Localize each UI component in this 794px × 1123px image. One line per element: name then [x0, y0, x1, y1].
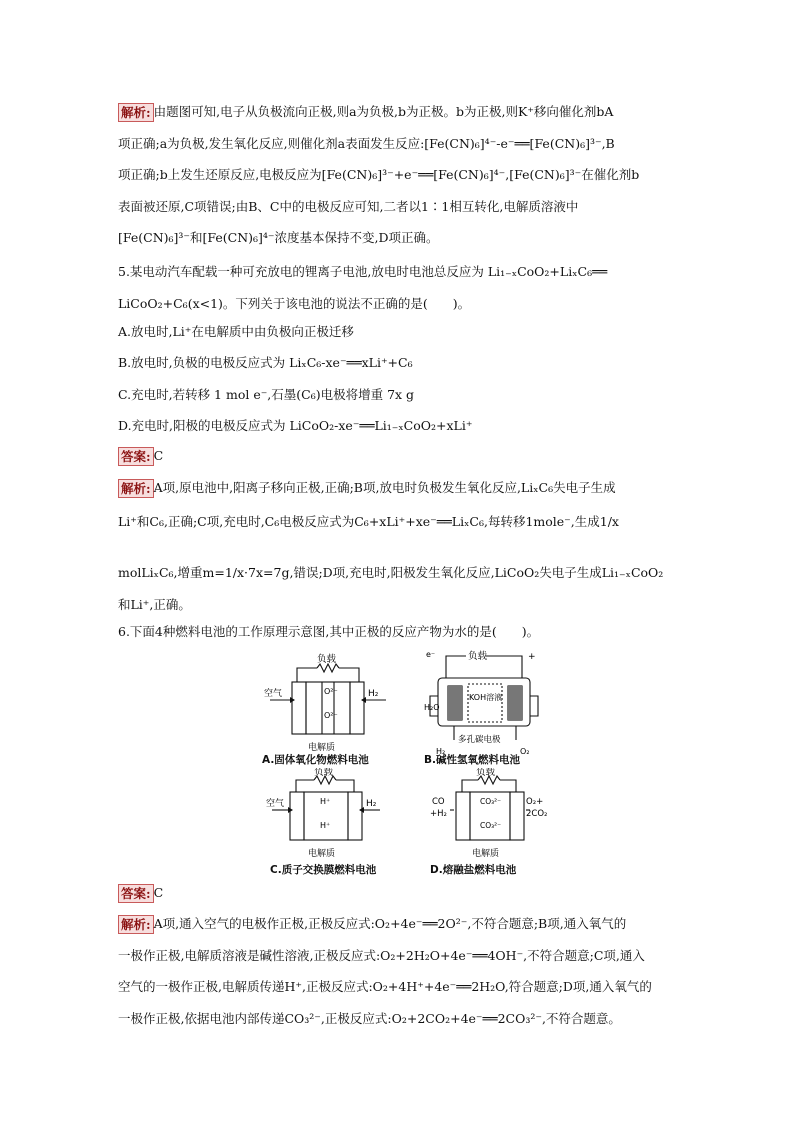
load-label: 负载 — [317, 654, 337, 665]
q5-analysis — [118, 472, 678, 620]
q6-answer — [118, 884, 163, 903]
diagram-alkaline-cell — [424, 648, 544, 762]
q6-analysis — [118, 908, 678, 1034]
diagram-pem-cell — [266, 768, 386, 860]
analysis-tag: 解析: — [118, 915, 154, 934]
electrolyte-label: 电解质 — [308, 743, 336, 753]
h2-label: H₂ — [368, 689, 379, 699]
q4-analysis-line — [118, 96, 678, 128]
caption-a: A.固体氧化物燃料电池 — [262, 754, 369, 766]
h2-label: +H₂ — [430, 809, 447, 819]
ion-label: O²⁻ — [324, 711, 338, 720]
q5-analysis-line: Li⁺和C₆,正确;C项,充电时,C₆电极反应式为C₆+xLi⁺+xe⁻══LiₓC₆,每转移1mole⁻,生成1/x — [118, 513, 619, 529]
caption-c: C.质子交换膜燃料电池 — [270, 864, 377, 876]
load-label: 负载 — [468, 651, 488, 662]
ion-label: CO₃²⁻ — [480, 797, 502, 806]
air-label: 空气 — [264, 689, 283, 699]
diagram-molten-salt-cell — [430, 768, 550, 860]
co-label: CO — [432, 797, 445, 807]
co2-label: 2CO₂ — [526, 809, 548, 819]
air-label: 空气 — [266, 799, 285, 809]
o2-label: O₂ — [520, 747, 530, 756]
plus-sign: + — [528, 652, 536, 662]
answer-tag: 答案: — [118, 884, 154, 903]
electrolyte-label: 电解质 — [472, 849, 500, 859]
q5-analysis-line — [118, 472, 678, 504]
q6-analysis-line: 空气的一极作正极,电解质传递H⁺,正极反应式:O₂+4H⁺+4e⁻══2H₂O,符合题意;D项,通入氧气的 — [118, 979, 652, 994]
text-line: A项,通入空气的电极作正极,正极反应式:O₂+4e⁻══2O²⁻,不符合题意;B项,通入氧气的 — [153, 916, 627, 931]
answer-value: C — [153, 448, 164, 463]
q5-option-c: C.充电时,若转移 1 mol e⁻,石墨(C₆)电极将增重 7x g — [118, 387, 415, 402]
q4-analysis-line: 表面被还原,C项错误;由B、C中的电极反应可知,二者以1∶1相互转化,电解质溶液中 — [118, 198, 579, 214]
analysis-tag: 解析: — [118, 479, 154, 498]
h2-label: H₂ — [436, 747, 446, 756]
answer-tag: 答案: — [118, 447, 154, 466]
q5-analysis-line: 和Li⁺,正确。 — [118, 596, 191, 612]
caption-b: B.碱性氢氧燃料电池 — [424, 754, 520, 766]
load-label: 负载 — [314, 768, 334, 778]
q5-option-b: B.放电时,负极的电极反应式为 LiₓC₆-xe⁻══xLi⁺+C₆ — [118, 355, 413, 370]
caption-d: D.熔融盐燃料电池 — [430, 864, 517, 876]
q6-analysis-line: 一极作正极,依据电池内部传递CO₃²⁻,正极反应式:O₂+2CO₂+4e⁻══2CO₃²⁻,不符合题意。 — [118, 1010, 621, 1026]
water-label: H₂O — [424, 703, 440, 712]
q5-analysis-line: molLiₓC₆,增重m=1/x·7x=7g,错误;D项,充电时,阳极发生氧化反应,LiCoO₂失电子生成Li₁₋ₓCoO₂ — [118, 565, 664, 580]
q5-stem — [118, 256, 678, 319]
q5-stem-line: 5.某电动汽车配载一种可充放电的锂离子电池,放电时电池总反应为 Li₁₋ₓCoO₂+LiₓC₆══ — [118, 264, 608, 279]
electrolyte-label: 电解质 — [308, 849, 336, 859]
ion-label: H⁺ — [320, 821, 331, 830]
q6-stem: 6.下面4种燃料电池的工作原理示意图,其中正极的反应产物为水的是( )。 — [118, 624, 540, 639]
ion-label: O²⁻ — [324, 687, 338, 696]
analysis-tag: 解析: — [118, 103, 154, 122]
ion-label: CO₃²⁻ — [480, 821, 502, 830]
load-label: 负载 — [476, 768, 496, 778]
q4-analysis-line: 项正确;a为负极,发生氧化反应,则催化剂a表面发生反应:[Fe(CN)₆]⁴⁻-e⁻══[Fe(CN)₆]³⁻,B — [118, 135, 615, 151]
q5-stem-line: LiCoO₂+C₆(x<1)。下列关于该电池的说法不正确的是( )。 — [118, 295, 471, 311]
diagram-solid-oxide-cell — [262, 652, 392, 764]
solution-label: KOH溶液 — [469, 693, 503, 702]
q6-analysis-line — [118, 908, 678, 940]
answer-value: C — [153, 885, 164, 900]
q5-option-a: A.放电时,Li⁺在电解质中由负极向正极迁移 — [118, 324, 354, 339]
h2-label: H₂ — [366, 799, 377, 809]
q4-analysis-line: [Fe(CN)₆]³⁻和[Fe(CN)₆]⁴⁻浓度基本保持不变,D项正确。 — [118, 230, 439, 245]
electron-label: e⁻ — [426, 650, 436, 659]
text-line: 由题图可知,电子从负极流向正极,则a为负极,b为正极。b为正极,则K⁺移向催化剂bA — [153, 104, 614, 119]
q5-answer — [118, 447, 163, 466]
q5-option-d: D.充电时,阳极的电极反应式为 LiCoO₂-xe⁻══Li₁₋ₓCoO₂+xLi⁺ — [118, 418, 473, 433]
o2-label: O₂+ — [526, 797, 544, 807]
q6-analysis-line: 一极作正极,电解质溶液是碱性溶液,正极反应式:O₂+2H₂O+4e⁻══4OH⁻,不符合题意;C项,通入 — [118, 947, 645, 963]
ion-label: H⁺ — [320, 797, 331, 806]
q4-analysis — [118, 96, 678, 254]
q4-analysis-line: 项正确;b上发生还原反应,电极反应为[Fe(CN)₆]³⁻+e⁻══[Fe(CN)₆]⁴⁻,[Fe(CN)₆]³⁻在催化剂b — [118, 167, 640, 182]
electrode-label: 多孔碳电极 — [458, 735, 501, 745]
text-line: A项,原电池中,阳离子移向正极,正确;B项,放电时负极发生氧化反应,LiₓC₆失电子生成 — [153, 480, 616, 495]
